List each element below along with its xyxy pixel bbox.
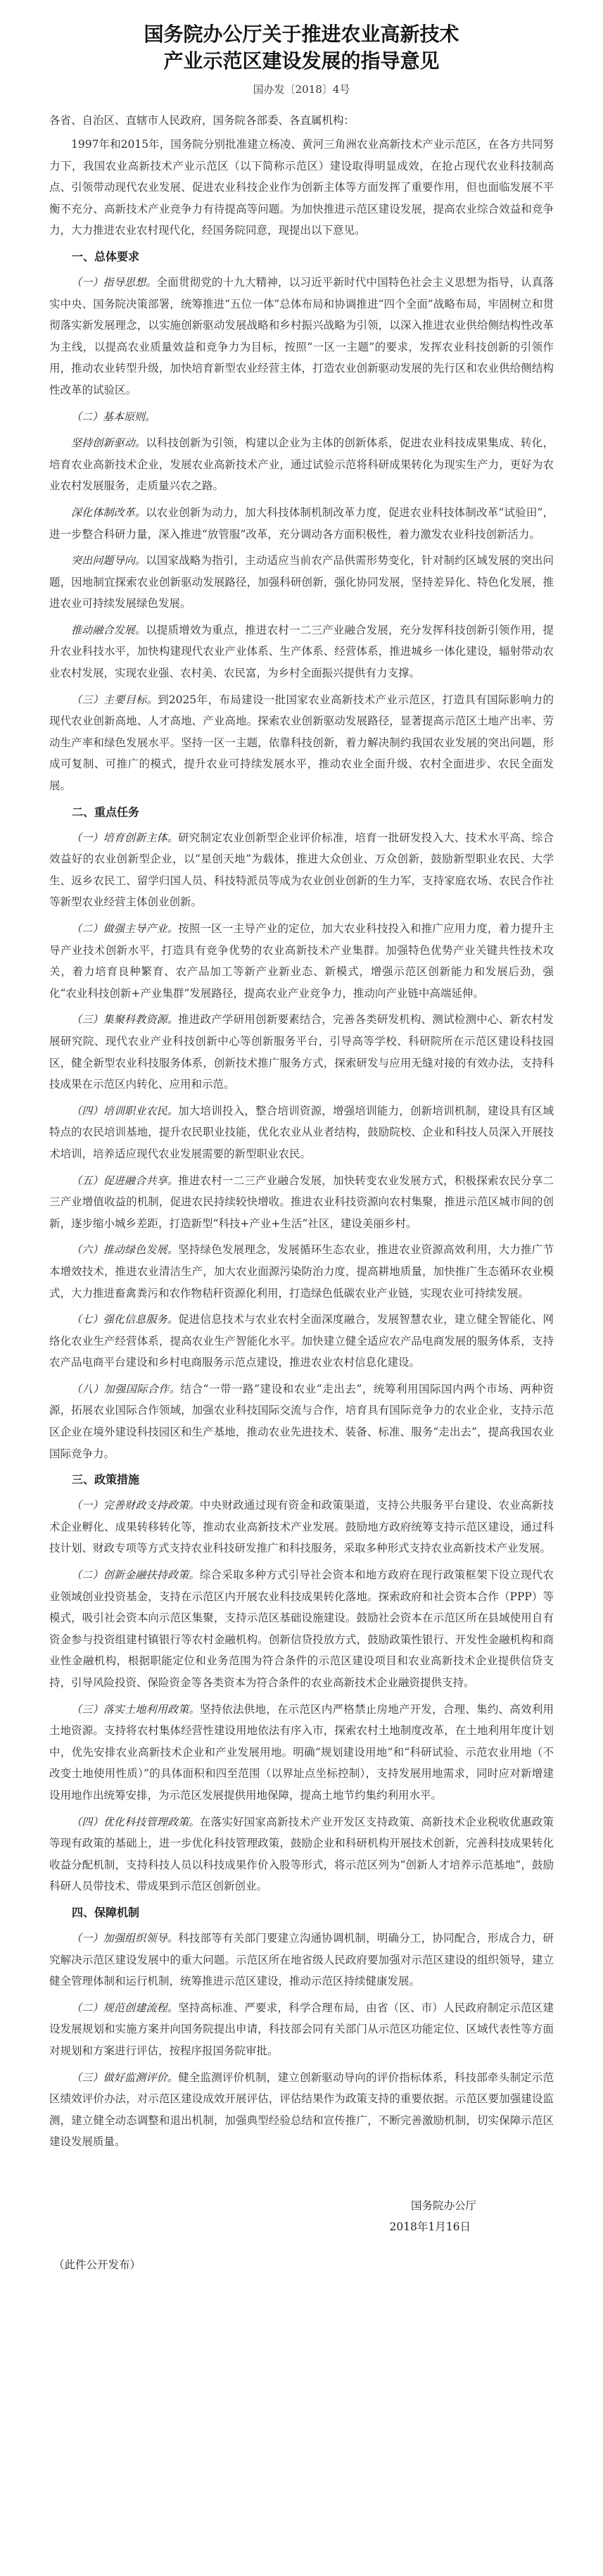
item-label: 深化体制改革。 bbox=[71, 505, 146, 519]
item-label: （二）做强主导产业。 bbox=[71, 922, 179, 935]
item-text: 推进政产学研用创新要素结合，完善各类研发机构、测试检测中心、新农村发展研究院、现代农业产业科技创新中心等创新服务平台，引导高等学校、科研院所在示范区建设科技园区，健全新型农业科技服务体系，创新技术推广服务方式，探索研发与应用无缝对接的有效办法，支持科技成果在示范区内转化、应用和示范。 bbox=[49, 1013, 554, 1091]
section-paragraph bbox=[49, 620, 554, 684]
section-paragraph bbox=[49, 272, 554, 401]
item-label: （四）优化科技管理政策。 bbox=[71, 1815, 200, 1828]
issuer-signature: 国务院办公厅 bbox=[410, 2199, 476, 2212]
item-label: 坚持创新驱动。 bbox=[71, 436, 146, 450]
item-label: （一）指导思想。 bbox=[71, 275, 157, 289]
section-paragraph bbox=[49, 1378, 554, 1464]
section-paragraph bbox=[49, 1928, 554, 1992]
title-line-2: 产业示范区建设发展的指导意见 bbox=[163, 49, 440, 73]
item-text: 以国家战略为指引，主动适应当前农产品供需形势变化，针对制约区域发展的突出问题，因地制宜探索农业创新驱动发展路径，加强科研创新，强化协同发展，坚持差异化、特色化发展，推进农业可持续发展绿色发展。 bbox=[49, 554, 554, 610]
item-label: 突出问题导向。 bbox=[71, 554, 146, 567]
section-paragraph bbox=[49, 1309, 554, 1374]
section-paragraph bbox=[49, 827, 554, 913]
issue-date: 2018年1月16日 bbox=[389, 2220, 471, 2233]
item-text: 按照一区一主导产业的定位，加大农业科技投入和推广应用力度，着力提升主导产业技术创新水平，打造具有竞争优势的农业高新技术产业集群。加强特色优势产业关键共性技术攻关，着力培育良种繁育、农产品加工等新产业新业态、新模式，增强示范区创新能力和发展后劲，强化“农业科技创新+产业集群”发展路径，提高农业产业竞争力，推动向产业链中高端延伸。 bbox=[49, 922, 554, 1000]
document-number: 国办发〔2018〕4号 bbox=[253, 83, 350, 96]
section-paragraph bbox=[49, 1997, 554, 2062]
section-paragraph bbox=[49, 1009, 554, 1095]
item-text: 以农业创新为动力，加大科技体制机制改革力度，促进农业科技体制改革“试验田”，进一步整合科研力量，深入推进“放管服”改革，充分调动各方面积极性，着力激发农业科技创新活力。 bbox=[49, 505, 554, 541]
section-paragraph bbox=[49, 406, 554, 428]
item-label: 推动融合发展。 bbox=[71, 623, 146, 636]
item-label: （三）主要目标。 bbox=[71, 693, 158, 706]
title-line-1: 国务院办公厅关于推进农业高新技术 bbox=[144, 23, 459, 46]
item-text: 坚持绿色发展理念，发展循环生态农业，推进农业资源高效利用，大力推广节本增效技术，推进农业清洁生产，加大农业面源污染防治力度，提高耕地质量，加快推广生态循环农业模式，大力推进畜禽粪污和农作物秸秆资源化利用，打造绿色低碳农业产业链，实现农业可持续发展。 bbox=[49, 1243, 554, 1300]
item-label: （三）做好监测评价。 bbox=[71, 2071, 179, 2084]
item-label: （三）落实土地利用政策。 bbox=[71, 1702, 200, 1716]
section-paragraph bbox=[49, 1170, 554, 1235]
document-body bbox=[49, 246, 554, 2153]
item-label: （二）创新金融扶持政策。 bbox=[71, 1569, 200, 1582]
section-heading: 二、重点任务 bbox=[72, 805, 140, 819]
item-text: 研究制定农业创新型企业评价标准，培育一批研发投入大、技术水平高、综合效益好的农业创新型企业，以“星创天地”为载体，推进大众创业、万众创新，鼓励新型职业农民、大学生、返乡农民工、留学归国人员、科技特派员等成为农业创业创新的生力军，支持家庭农场、农民合作社等新型农业经营主体创业创新。 bbox=[49, 831, 554, 909]
section-paragraph bbox=[49, 2067, 554, 2153]
item-label: （六）推动绿色发展。 bbox=[71, 1243, 179, 1257]
item-label: （四）培训职业农民。 bbox=[71, 1104, 179, 1117]
section-paragraph bbox=[49, 1239, 554, 1304]
section-heading: 一、总体要求 bbox=[72, 249, 140, 263]
intro-paragraph: 1997年和2015年，国务院分别批准建立杨凌、黄河三角洲农业高新技术产业示范区，在各方共同努力下，我国农业高新技术产业示范区（以下简称示范区）建设取得明显成效，在抢占现代农业科技制高点、引领带动现代农业发展、促进农业科技企业作为创新主体等方面发挥了重要作用，但也面临发展不平衡不充分、高新技术产业竞争力有待提高等问题。为加快推进示范区建设发展，提高农业综合效益和竞争力，大力推进农业农村现代化，经国务院同意，现提出以下意见。 bbox=[49, 138, 554, 237]
document-title bbox=[49, 21, 554, 75]
publish-note: （此件公开发布） bbox=[53, 2258, 141, 2271]
item-text: 到2025年，布局建设一批国家农业高新技术产业示范区，打造具有国际影响力的现代农业创新高地、人才高地、产业高地。探索农业创新驱动发展路径，显著提高示范区土地产出率、劳动生产率和绿色发展水平。坚持一区一主题，依靠科技创新，着力解决制约我国农业发展的突出问题，形成可复制、可推广的模式，提升农业可持续发展水平，推动农业全面升级、农村全面进步、农民全面发展。 bbox=[49, 693, 554, 793]
item-label: （一）培育创新主体。 bbox=[71, 831, 179, 844]
section-paragraph bbox=[49, 550, 554, 615]
section-paragraph bbox=[49, 1699, 554, 1807]
addressee-line: 各省、自治区、直辖市人民政府，国务院各部委、各直属机构： bbox=[49, 114, 355, 127]
item-label: （二）规范创建流程。 bbox=[71, 2001, 179, 2014]
section-paragraph bbox=[49, 502, 554, 545]
section-paragraph bbox=[49, 689, 554, 797]
item-text: 以提质增效为重点，推进农村一二三产业融合发展，充分发挥科技创新引领作用，提升农业科技水平，加快构建现代农业产业体系、生产体系、经营体系，推进城乡一体化建设，辐射带动农业农村发展，实现农业强、农村美、农民富，为乡村全面振兴提供有力支撑。 bbox=[49, 623, 554, 680]
item-label: （八）加强国际合作。 bbox=[71, 1382, 181, 1395]
item-text: 健全监测评价机制，建立创新驱动导向的评价指标体系，科技部牵头制定示范区绩效评价办法，对示范区建设成效开展评估，评估结果作为政策支持的重要依据。示范区要加强建设监测，建立健全动态调整和退出机制，加强典型经验总结和宣传推广，不断完善激励机制，切实保障示范区建设发展质量。 bbox=[49, 2071, 554, 2149]
item-text: 坚持依法供地，在示范区内严格禁止房地产开发，合理、集约、高效利用土地资源。支持将农村集体经营性建设用地依法有序入市，探索农村土地制度改革，在土地利用年度计划中，优先安排农业高新技术企业和产业发展用地。明确“规划建设用地”和“科研试验、示范农业用地（不改变土地使用性质）”的具体面积和四至范围（以界址点坐标控制），支持发展用地需求，同时应对新增建设用地作出统筹安排，为示范区发展提供用地保障，提高土地节约集约利用水平。 bbox=[49, 1702, 554, 1802]
section-paragraph bbox=[49, 918, 554, 1004]
item-text: 坚持高标准、严要求，科学合理布局，由省（区、市）人民政府制定示范区建设发展规划和实施方案并向国务院提出申请，科技部会同有关部门从示范区功能定位、区域代表性等方面对规划和方案进行评估，按程序报国务院审批。 bbox=[49, 2001, 554, 2057]
item-text: 加大培训投入，整合培训资源，增强培训能力，创新培训机制，建设具有区域特点的农民培训基地，提升农民职业技能，优化农业从业者结构，鼓励院校、企业和科技人员深入开展技术培训，培养适应现代农业发展需要的新型职业农民。 bbox=[49, 1104, 554, 1160]
item-label: （二）基本原则。 bbox=[71, 410, 156, 423]
item-text: 中央财政通过现有资金和政策渠道，支持公共服务平台建设、农业高新技术企业孵化、成果转移转化等，推动农业高新技术产业发展。鼓励地方政府统筹支持示范区建设，通过科技计划、财政专项等方式支持农业科技研发推广和科技服务，采取多种形式支持农业高新技术产业发展。 bbox=[49, 1499, 554, 1555]
section-paragraph bbox=[49, 1100, 554, 1165]
item-text: 结合“一带一路”建设和农业“走出去”，统筹利用国际国内两个市场、两种资源，拓展农业国际合作领域，加强农业科技国际交流与合作，培育具有国际竞争力的农业企业，支持示范区企业在境外建设科技园区和生产基地，推动农业先进技术、装备、标准、服务“走出去”，提高我国农业国际竞争力。 bbox=[49, 1382, 554, 1460]
section-heading: 四、保障机制 bbox=[72, 1905, 140, 1919]
item-text: 综合采取多种方式引导社会资本和地方政府在现行政策框架下设立现代农业领域创业投资基金，支持在示范区内开展农业科技成果转化落地。探索政府和社会资本合作（PPP）等模式，吸引社会资本向示范区集聚，支持示范区基础设施建设。鼓励社会资本在示范区所在县域使用自有资金参与投资组建村镇银行等农村金融机构。创新信贷投放方式，鼓励政策性银行、开发性金融机构和商业性金融机构，根据职能定位和业务范围为符合条件的示范区建设项目和农业高新技术企业提供信贷支持，引导风险投资、保险资金等各类资本为符合条件的农业高新技术企业融资提供支持。 bbox=[49, 1569, 554, 1689]
item-text: 在落实好国家高新技术产业开发区支持政策、高新技术企业税收优惠政策等现有政策的基础上，进一步优化科技管理政策，鼓励企业和科研机构开展技术创新，完善科技成果转化收益分配机制，支持科技人员以科技成果作价入股等形式，将示范区列为“创新人才培养示范基地”，鼓励科研人员带技术、带成果到示范区创新创业。 bbox=[49, 1815, 554, 1893]
section-paragraph bbox=[49, 1564, 554, 1694]
item-label: （三）集聚科教资源。 bbox=[71, 1013, 179, 1026]
item-label: （一）完善财政支持政策。 bbox=[71, 1499, 200, 1512]
item-text: 全面贯彻党的十九大精神，以习近平新时代中国特色社会主义思想为指导，认真落实中央、国务院决策部署，统筹推进“五位一体”总体布局和协调推进“四个全面”战略布局，牢固树立和贯彻落实新发展理念，以实施创新驱动发展战略和乡村振兴战略为引领，以深入推进农业供给侧结构性改革为主线，以提高农业质量效益和竞争力为目标，按照“一区一主题”的要求，发挥农业科技创新的引领作用，推动农业转型升级，加快培育新型农业经营主体，打造农业创新驱动发展的先行区和农业供给侧结构性改革的试验区。 bbox=[49, 275, 554, 396]
item-text: 推进农村一二三产业融合发展，加快转变农业发展方式，积极探索农民分享二三产业增值收益的机制，促进农民持续较快增收。推进农业科技资源向农村集聚，推进示范区城市间的创新，逐步缩小城乡差距，打造新型“科技+产业+生活”社区，建设美丽乡村。 bbox=[49, 1174, 554, 1230]
item-label: （五）促进融合共享。 bbox=[71, 1174, 179, 1187]
item-text: 科技部等有关部门要建立沟通协调机制，明确分工，协同配合，形成合力，研究解决示范区建设发展中的重大问题。示范区所在地省级人民政府要加强对示范区建设的组织领导，建立健全管理体制和运行机制，统筹推进示范区建设，推动示范区持续健康发展。 bbox=[49, 1931, 554, 1988]
item-text: 促进信息技术与农业农村全面深度融合，发展智慧农业，建立健全智能化、网络化农业生产经营体系，提高农业生产智能化水平。加快建立健全适应农产品电商发展的服务体系，支持农产品电商平台建设和乡村电商服务示范点建设，推进农业农村信息化建设。 bbox=[49, 1313, 554, 1369]
section-paragraph bbox=[49, 432, 554, 497]
item-label: （一）加强组织领导。 bbox=[71, 1931, 179, 1944]
item-label: （七）强化信息服务。 bbox=[71, 1313, 179, 1326]
item-text: 以科技创新为引领，构建以企业为主体的创新体系，促进农业科技成果集成、转化，培育农业高新技术企业，发展农业高新技术产业，通过试验示范将科研成果转化为现实生产力，更好为农业农村发展服务，走质量兴农之路。 bbox=[49, 436, 554, 493]
section-heading: 三、政策措施 bbox=[72, 1473, 140, 1487]
section-paragraph bbox=[49, 1495, 554, 1559]
section-paragraph bbox=[49, 1811, 554, 1897]
